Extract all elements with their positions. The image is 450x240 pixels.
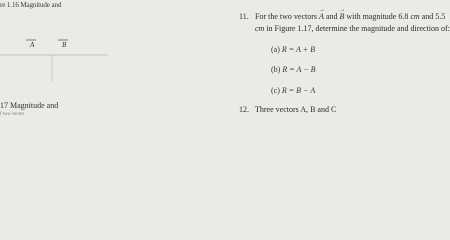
problem-11-text-line-2: in Figure 1.17, determine the magnitude and direction of: xyxy=(266,24,450,33)
problem-12-line-1: Three vectors A, B and C xyxy=(255,105,337,114)
problem-11-number: 11. xyxy=(239,12,249,21)
problem-12-number: 12. xyxy=(239,105,249,114)
problem-11-part-c xyxy=(271,86,315,95)
problem-11-unit-2: cm xyxy=(255,24,265,33)
vector-arrows-diagram xyxy=(0,38,110,83)
part-a-label: (a) xyxy=(271,45,280,54)
part-b-expression: R = A − B xyxy=(282,65,316,74)
problem-11-line-2 xyxy=(255,23,450,35)
vector-b: → B xyxy=(339,11,344,23)
figure-caption-sub: f two vector xyxy=(0,112,25,117)
vector-a-label: A xyxy=(30,41,35,49)
part-a-expression: R = A + B xyxy=(281,45,316,54)
problem-11-unit-1: cm xyxy=(410,12,420,21)
part-b-label: (b) xyxy=(271,65,281,74)
part-c-expression: R = B − A xyxy=(281,86,316,95)
problem-11-text-mid: and xyxy=(325,12,338,21)
problem-11-line-1 xyxy=(255,11,445,23)
vector-figure xyxy=(0,38,110,83)
part-c-label: (c) xyxy=(271,86,280,95)
problem-11-text-post: with magnitude 6.8 xyxy=(346,12,409,21)
figure-caption-1-17: 17 Magnitude and xyxy=(0,101,59,110)
vector-a: → A xyxy=(319,11,324,23)
figure-caption-1-16: re 1.16 Magnitude and xyxy=(0,1,62,9)
problem-11-text-and: and 5.5 xyxy=(421,12,446,21)
problem-11-part-a xyxy=(271,45,315,54)
textbook-page xyxy=(0,0,450,119)
vector-b-label: B xyxy=(62,41,67,49)
problem-11-part-b xyxy=(271,65,316,74)
problem-11-text-pre: For the two vectors xyxy=(255,12,317,21)
